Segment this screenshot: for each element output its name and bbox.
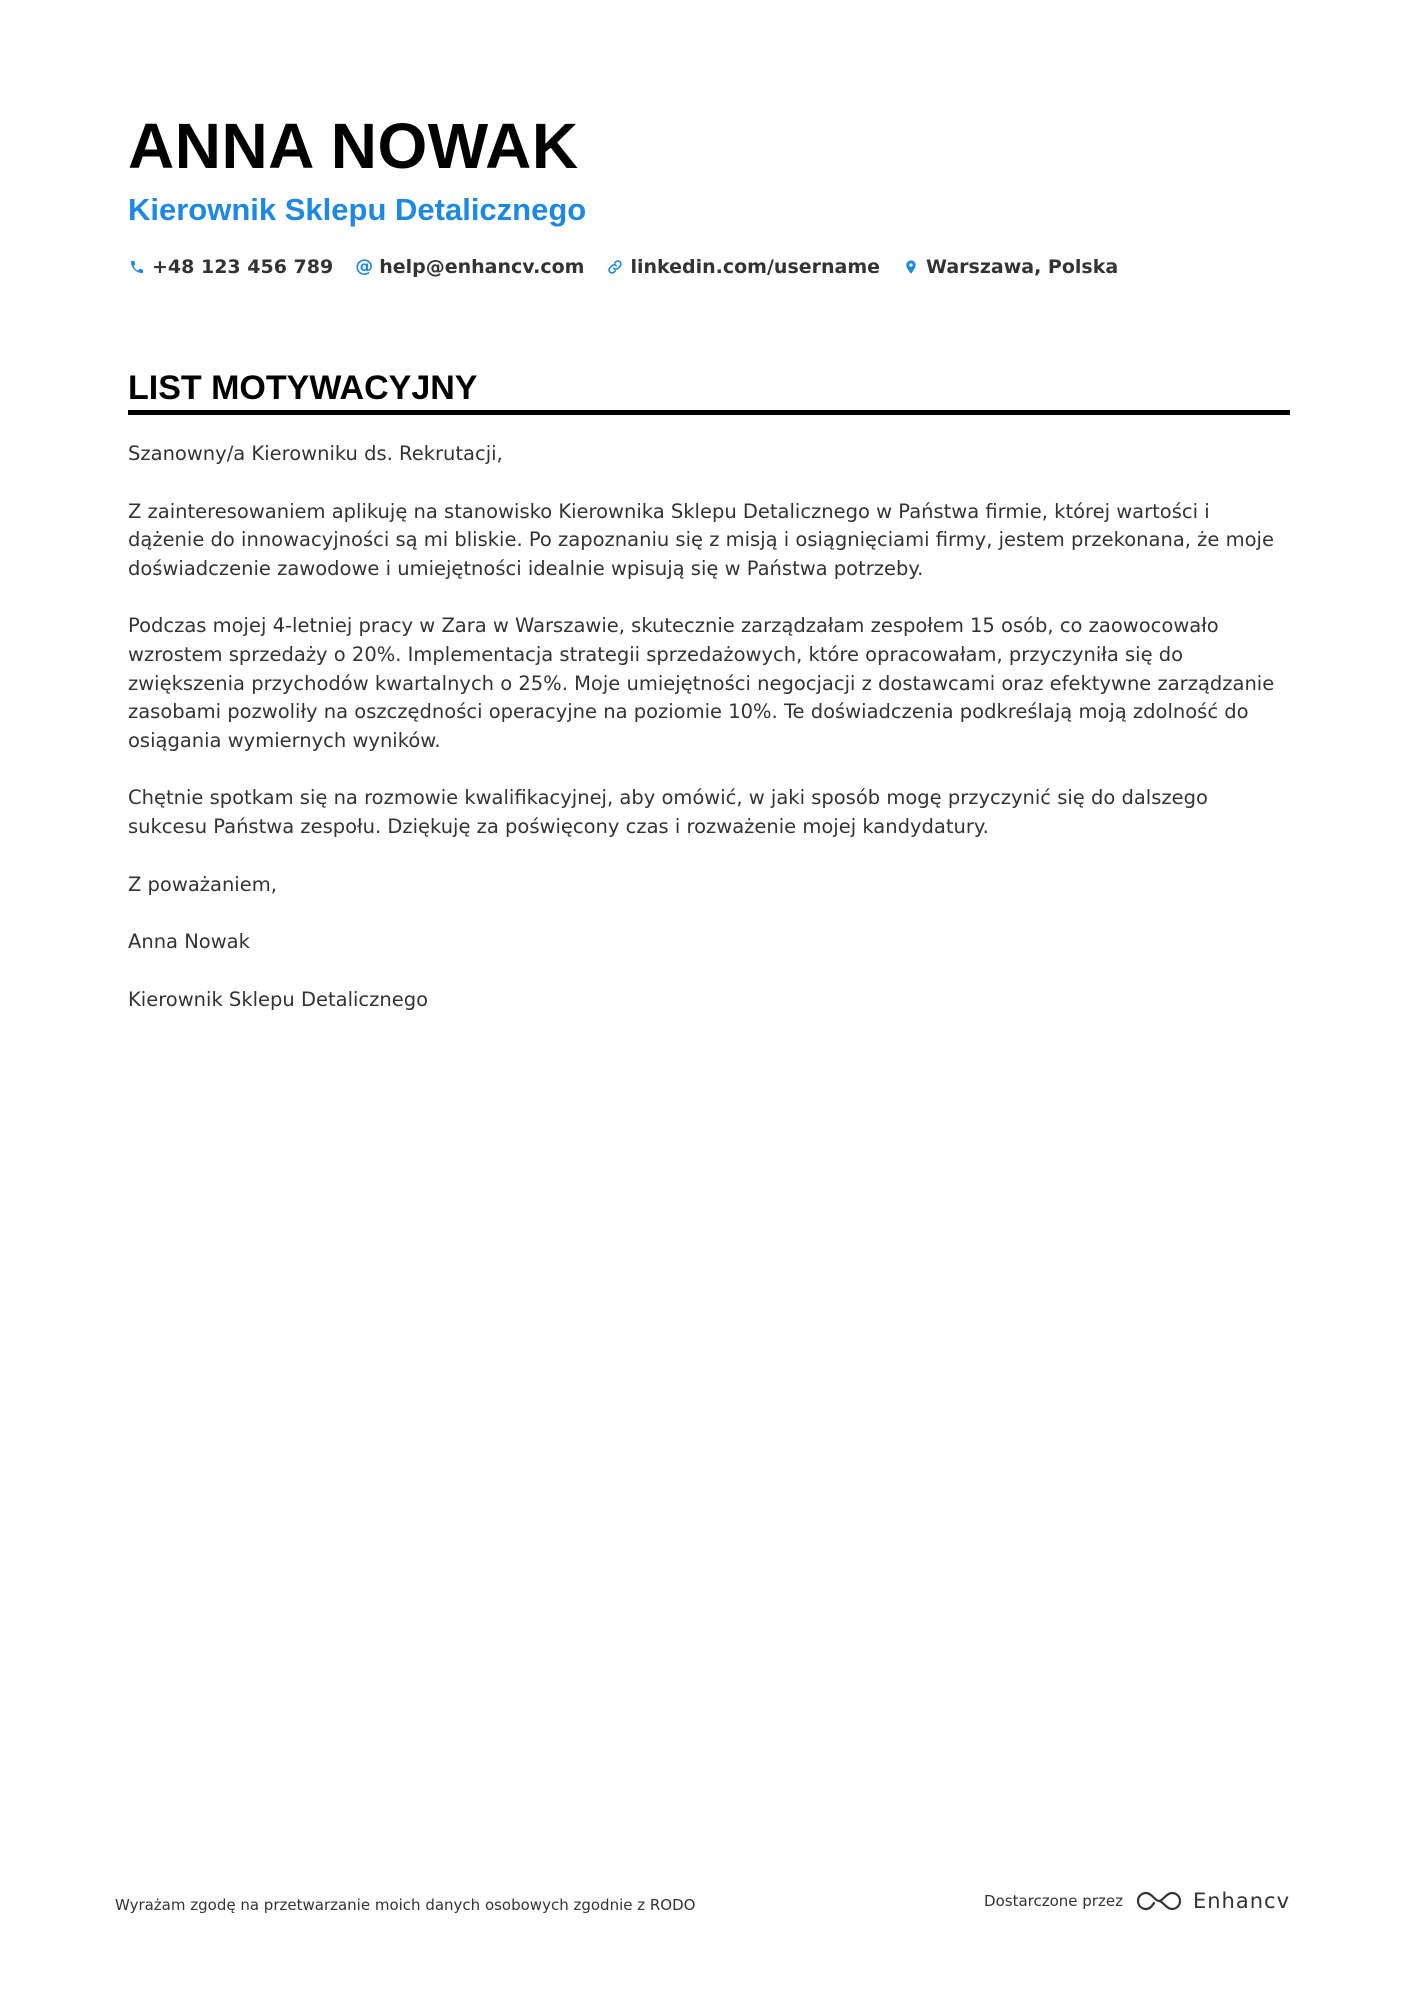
enhancv-logo-icon (1135, 1888, 1183, 1914)
link-icon (606, 258, 624, 276)
letter-paragraph: Podczas mojej 4-letniej pracy w Zara w Warszawie, skutecznie zarządzałam zespołem 15 osób, co zaowocowało wzrostem sprzedaży o 20%. Implementacja strategii sprzedażowych, które opracowałam, przyczyniła się do zwiększenia przychodów kwartalnych o 25%. Moje umiejętności negocjacji z dostawcami oraz efektywne zarządzanie zasobami pozwoliły na oszczędności operacyjne na poziomie 10%. Te doświadczenia podkreślają moją zdolność do osiągania wymiernych wyników. (128, 614, 1275, 752)
job-title: Kierownik Sklepu Detalicznego (128, 192, 587, 227)
letter-closing: Z poważaniem, (128, 872, 277, 896)
gdpr-consent: Wyrażam zgodę na przetwarzanie moich danych osobowych zgodnie z RODO (115, 1896, 696, 1914)
letter-greeting: Szanowny/a Kierowniku ds. Rekrutacji, (128, 442, 503, 465)
email-address[interactable]: help@enhancv.com (379, 256, 585, 278)
section-divider (128, 410, 1290, 415)
brand-name: Enhancv (1192, 1889, 1290, 1913)
location-pin-icon (902, 258, 920, 276)
linkedin-url[interactable]: linkedin.com/username (630, 256, 881, 278)
contact-email[interactable] (355, 256, 584, 278)
signature-title: Kierownik Sklepu Detalicznego (128, 987, 429, 1011)
signature-name: Anna Nowak (128, 930, 250, 954)
location-text: Warszawa, Polska (926, 256, 1119, 278)
at-icon: @ (355, 256, 374, 277)
provided-by-label: Dostarczone przez (984, 1892, 1123, 1910)
contact-location (902, 256, 1118, 278)
section-title: LIST MOTYWACYJNY (128, 369, 478, 407)
contact-linkedin[interactable] (606, 256, 880, 278)
letter-paragraph: Chętnie spotkam się na rozmowie kwalifikacyjnej, aby omówić, w jaki sposób mogę przyczynić się do dalszego sukcesu Państwa zespołu. Dziękuję za poświęcony czas i rozważenie mojej kandydatury. (128, 786, 1208, 838)
phone-number: +48 123 456 789 (152, 256, 334, 278)
contact-bar (128, 252, 1140, 282)
contact-phone (128, 256, 333, 278)
phone-icon (128, 258, 146, 276)
letter-paragraph: Z zainteresowaniem aplikuję na stanowisko Kierownika Sklepu Detalicznego w Państwa firmie, której wartości i dążenie do innowacyjności są mi bliskie. Po zapoznaniu się z misją i osiągnięciami firmy, jestem przekonana, że moje doświadczenie zawodowe i umiejętności idealnie wpisują się w Państwa potrzeby. (128, 499, 1274, 580)
candidate-name: ANNA NOWAK (128, 110, 579, 182)
provided-by[interactable] (984, 1888, 1290, 1914)
letter-body (128, 440, 1290, 1043)
